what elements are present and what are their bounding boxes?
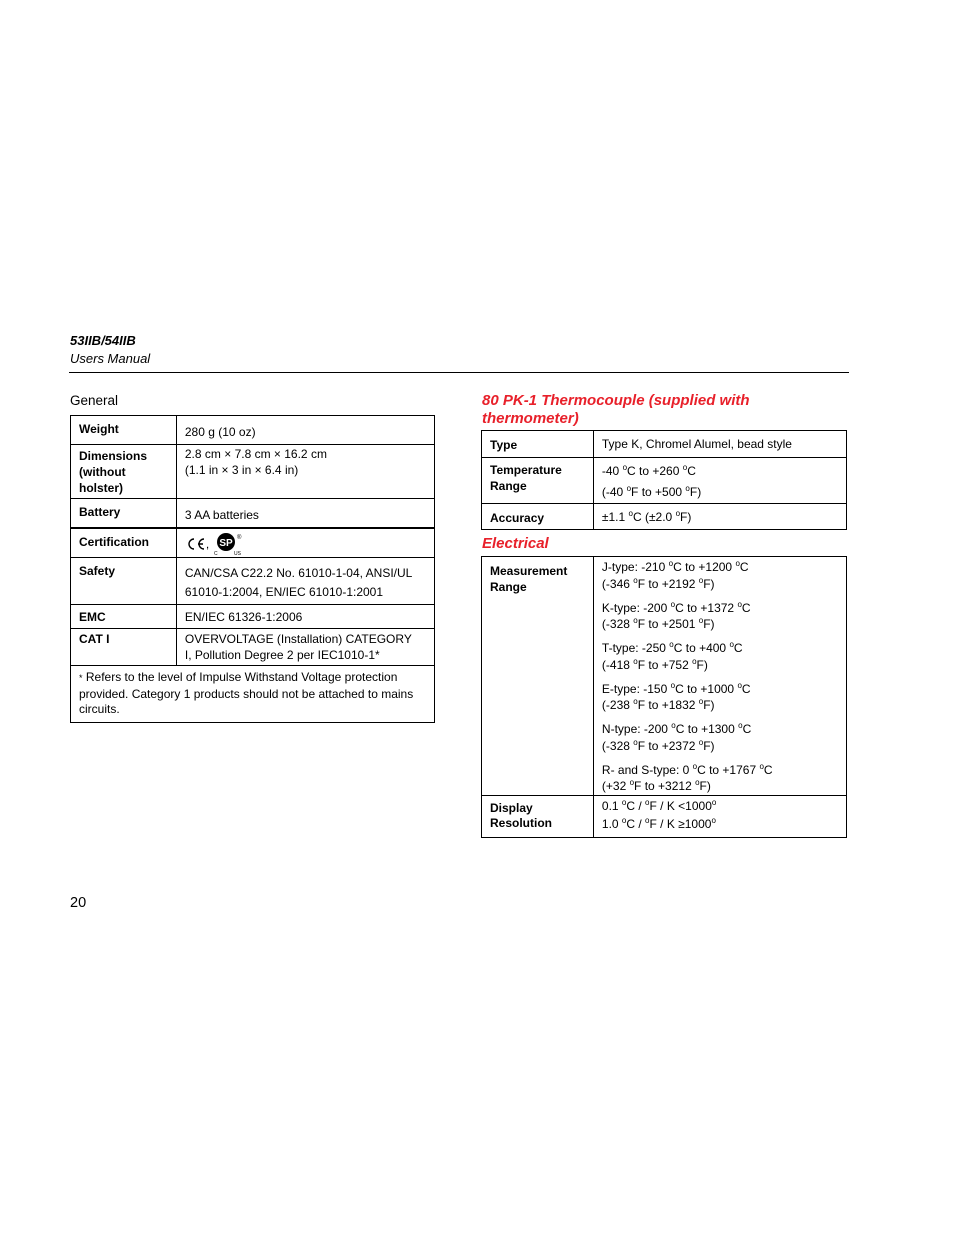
- list-item: [602, 721, 838, 762]
- degree-sign: o: [621, 797, 627, 807]
- footnote-line: circuits.: [79, 702, 120, 716]
- value-text: F): [703, 738, 715, 753]
- value-text: C to +400: [673, 641, 730, 655]
- spec-key-line: Range: [490, 479, 527, 493]
- manual-model-title: 53IIB/54IIB: [70, 333, 136, 348]
- value-text: C to +1372: [675, 600, 738, 615]
- spec-key-line: Measurement: [490, 564, 568, 578]
- table-row: [71, 558, 435, 605]
- spec-key: Accuracy: [482, 504, 594, 530]
- degree-sign: o: [698, 737, 704, 747]
- degree-sign: o: [692, 656, 697, 666]
- degree-sign: o: [626, 484, 632, 493]
- degree-sign: o: [645, 815, 650, 825]
- spec-value-line: I, Pollution Degree 2 per IEC1010-1*: [184, 648, 380, 662]
- degree-sign: o: [759, 761, 764, 771]
- value-text: C: [741, 681, 751, 696]
- spec-value: [593, 795, 846, 837]
- range-list: [602, 559, 838, 795]
- spec-key: Certification: [71, 528, 177, 558]
- degree-sign: o: [633, 737, 638, 747]
- degree-sign: o: [692, 761, 698, 771]
- table-row: [71, 416, 435, 445]
- degree-sign: o: [711, 797, 717, 807]
- value-text: J-type: -210: [601, 560, 669, 574]
- header-divider: [69, 372, 849, 373]
- footnote-line: provided. Category 1 products should not be attached to mains: [79, 686, 414, 701]
- value-text: K-type: -200: [601, 600, 671, 615]
- value-text: ±1.1: [601, 510, 629, 524]
- spec-key-line: Temperature: [490, 463, 562, 477]
- footnote-marker: *: [79, 673, 83, 683]
- spec-value: [176, 445, 434, 499]
- value-text: C /: [626, 816, 646, 831]
- ce-mark-icon: [185, 536, 210, 551]
- spec-key-line: Range: [490, 580, 527, 594]
- spec-value: [176, 558, 434, 605]
- spec-value-line: 2.8 cm × 7.8 cm × 16.2 cm: [184, 447, 327, 461]
- degree-sign: o: [669, 640, 674, 649]
- degree-sign: o: [738, 721, 743, 730]
- degree-sign: o: [675, 509, 681, 518]
- value-text: C: [687, 464, 696, 478]
- value-text: 0.1: [601, 798, 622, 813]
- footnote: [71, 666, 435, 723]
- value-text: C /: [626, 798, 646, 813]
- value-text: F): [703, 576, 715, 591]
- value-text: F to +2192: [637, 576, 699, 591]
- value-text: C: [733, 641, 743, 655]
- spec-value: [593, 504, 846, 530]
- spec-value: [176, 528, 434, 558]
- degree-sign: o: [629, 778, 635, 787]
- value-text: F to +500: [631, 485, 686, 499]
- spec-value-line: OVERVOLTAGE (Installation) CATEGORY: [184, 632, 412, 646]
- value-text: 1.0: [601, 816, 622, 831]
- degree-sign: o: [737, 680, 742, 690]
- degree-sign: o: [711, 815, 716, 825]
- spec-value: [176, 629, 434, 666]
- spec-key: Type: [482, 431, 594, 458]
- temp-range-celsius: [602, 461, 838, 482]
- spec-key: EMC: [71, 605, 177, 629]
- registered-mark: ®: [237, 534, 242, 541]
- temp-range-fahrenheit: [602, 482, 838, 503]
- list-item: [602, 600, 838, 641]
- value-text: (+32: [601, 779, 630, 793]
- degree-sign: o: [695, 778, 700, 787]
- degree-sign: o: [621, 815, 627, 825]
- value-text: F): [680, 510, 692, 524]
- value-text: (-238: [601, 698, 634, 712]
- value-text: (-346: [601, 576, 634, 591]
- value-text: -40: [601, 464, 623, 478]
- table-row: [482, 458, 847, 504]
- resolution-line: [602, 815, 838, 833]
- value-text: (-328: [601, 617, 634, 631]
- value-text: E-type: -150: [601, 681, 671, 696]
- spec-value: [593, 458, 846, 504]
- csa-us-label: US: [234, 550, 242, 556]
- value-text: C: [742, 722, 752, 736]
- table-row: [482, 431, 847, 458]
- spec-value-line: CAN/CSA C22.2 No. 61010-1-04, ANSI/UL: [184, 566, 413, 580]
- value-text: C to +1767: [697, 762, 760, 777]
- electrical-spec-table: [481, 556, 847, 838]
- degree-sign: o: [671, 721, 676, 730]
- value-text: F): [689, 485, 702, 499]
- value-text: C (±2.0: [632, 510, 676, 524]
- table-row: [71, 528, 435, 558]
- degree-sign: o: [628, 509, 633, 518]
- spec-key-line: Display: [490, 800, 533, 815]
- spec-key: Safety: [71, 558, 177, 605]
- degree-sign: o: [737, 599, 742, 609]
- csa-c-label: C: [214, 550, 218, 556]
- value-text: F to +2501: [637, 617, 699, 631]
- degree-sign: o: [685, 484, 690, 493]
- value-text: C: [739, 560, 749, 574]
- degree-sign: o: [698, 697, 704, 706]
- spec-value: [593, 557, 846, 796]
- value-text: F / K <1000: [649, 798, 712, 813]
- value-text: C: [741, 600, 751, 615]
- value-text: F): [703, 698, 715, 712]
- table-row: [71, 666, 435, 723]
- spec-key: Dimensions (without holster): [71, 445, 177, 499]
- degree-sign: o: [633, 575, 638, 585]
- value-text: N-type: -200: [601, 722, 672, 736]
- degree-sign: o: [729, 640, 734, 649]
- spec-key: Weight: [71, 416, 177, 445]
- value-text: F): [696, 657, 708, 672]
- table-row: [71, 629, 435, 666]
- list-item: [602, 762, 838, 795]
- value-text: C to +1300: [675, 722, 739, 736]
- spec-key: [482, 557, 594, 796]
- degree-sign: o: [633, 616, 638, 625]
- csa-letters: SP: [219, 537, 233, 549]
- degree-sign: o: [698, 616, 704, 625]
- spec-value: EN/IEC 61326-1:2006: [176, 605, 434, 629]
- degree-sign: o: [670, 599, 676, 609]
- value-text: F): [699, 779, 711, 793]
- table-row: [482, 557, 847, 796]
- value-text: F to +752: [637, 657, 693, 672]
- spec-value-line: (1.1 in × 3 in × 6.4 in): [184, 463, 299, 477]
- value-text: (-40: [601, 485, 627, 499]
- list-item: [602, 681, 838, 722]
- degree-sign: o: [698, 575, 704, 585]
- spec-key-line: Resolution: [490, 815, 552, 830]
- value-text: (-418: [601, 657, 634, 672]
- value-text: C to +1000: [675, 681, 738, 696]
- degree-sign: o: [735, 559, 740, 568]
- value-text: F): [703, 617, 715, 631]
- spec-key: [482, 795, 594, 837]
- thermocouple-heading: 80 PK-1 Thermocouple (supplied with thermometer): [482, 392, 750, 427]
- degree-sign: o: [682, 463, 688, 472]
- value-text: F / K ≥1000: [649, 816, 712, 831]
- manual-subtitle: Users Manual: [70, 351, 151, 366]
- spec-value: Type K, Chromel Alumel, bead style: [593, 431, 846, 458]
- value-text: C to +260: [627, 464, 683, 478]
- spec-key: CAT I: [71, 629, 177, 666]
- table-row: [71, 605, 435, 629]
- thermocouple-spec-table: [481, 430, 847, 530]
- degree-sign: o: [645, 797, 650, 807]
- spec-value: 3 AA batteries: [176, 499, 434, 528]
- spec-key: [482, 458, 594, 504]
- value-text: R- and S-type: 0: [601, 762, 693, 777]
- value-text: C: [763, 762, 773, 777]
- page-number: 20: [70, 895, 87, 911]
- spec-value: 280 g (10 oz): [176, 416, 434, 445]
- value-text: F to +1832: [637, 698, 699, 712]
- value-text: F to +3212: [634, 779, 696, 793]
- list-item: [602, 640, 838, 681]
- degree-sign: o: [668, 559, 674, 568]
- footnote-line: Refers to the level of Impulse Withstand Voltage protection: [85, 670, 398, 684]
- table-row: [71, 445, 435, 499]
- value-text: F to +2372: [637, 738, 699, 753]
- list-item: [602, 559, 838, 600]
- spec-key: Battery: [71, 499, 177, 528]
- table-row: [482, 795, 847, 837]
- table-row: [71, 499, 435, 528]
- table-row: [482, 504, 847, 530]
- value-text: (-328: [601, 738, 634, 753]
- degree-sign: o: [622, 463, 628, 472]
- degree-sign: o: [633, 656, 638, 666]
- csa-mark-icon: [213, 532, 247, 556]
- cert-separator: ,: [205, 536, 210, 551]
- value-text: T-type: -250: [601, 641, 670, 655]
- electrical-heading: Electrical: [482, 535, 549, 552]
- degree-sign: o: [633, 697, 638, 706]
- degree-sign: o: [670, 680, 676, 690]
- resolution-line: [602, 797, 838, 815]
- general-spec-table: [70, 415, 435, 723]
- spec-value-line: 61010-1:2004, EN/IEC 61010-1:2001: [184, 585, 384, 599]
- general-heading: General: [70, 393, 119, 408]
- value-text: C to +1200: [673, 560, 736, 574]
